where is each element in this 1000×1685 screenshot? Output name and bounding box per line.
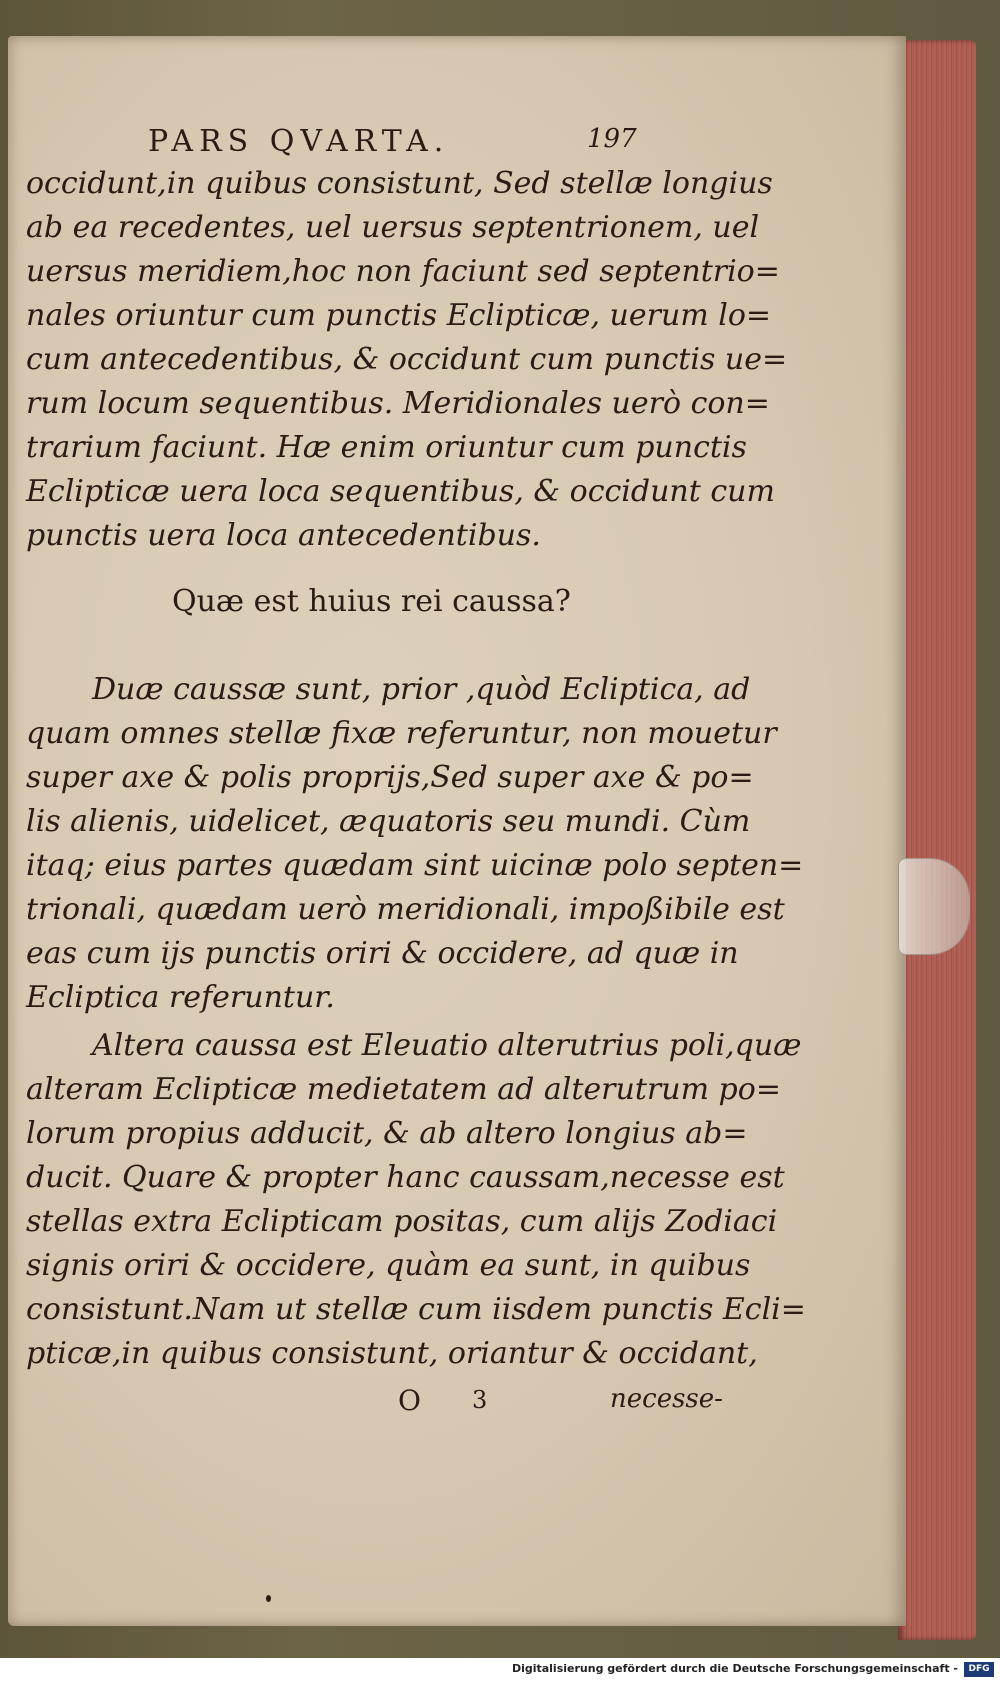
text-line: rum locum sequentibus. Meridionales uerò con= [26, 386, 770, 421]
text-line: lis alienis, uidelicet, æquatoris seu mundi. Cùm [26, 804, 751, 839]
page-clip [898, 858, 970, 955]
text-line: super axe & polis proprijs,Sed super axe & po= [26, 760, 754, 795]
text-line: punctis uera loca antecedentibus. [26, 518, 541, 553]
text-line: uersus meridiem,hoc non faciunt sed septentrio= [26, 254, 780, 289]
text-line: ducit. Quare & propter hanc caussam,necesse est [26, 1160, 785, 1195]
question-heading: Quæ est huius rei caussa? [172, 584, 571, 619]
text-line: trionali, quædam uerò meridionali, impoßibile est [26, 892, 785, 927]
text-line: lorum propius adducit, & ab altero longius ab= [26, 1116, 748, 1151]
signature-mark: O [398, 1384, 421, 1417]
dfg-logo: DFG [964, 1662, 994, 1677]
page-edges [898, 40, 976, 1640]
text-line: ab ea recedentes, uel uersus septentrionem, uel [26, 210, 760, 245]
folio-number: 197 [587, 124, 637, 154]
text-line: stellas extra Eclipticam positas, cum alijs Zodiaci [26, 1204, 778, 1239]
text-line: nales oriuntur cum punctis Eclipticæ, uerum lo= [26, 298, 772, 333]
text-line: quam omnes stellæ fixæ referuntur, non mouetur [26, 716, 777, 751]
text-line: occidunt,in quibus consistunt, Sed stellæ longius [26, 166, 773, 201]
text-line: signis oriri & occidere, quàm ea sunt, in quibus [26, 1248, 751, 1283]
text-line: consistunt.Nam ut stellæ cum iisdem punctis Ecli= [26, 1292, 806, 1327]
signature-number: 3 [472, 1386, 488, 1414]
digitization-footer [0, 1658, 1000, 1685]
text-line: Duæ caussæ sunt, prior ,quòd Ecliptica, ad [92, 672, 751, 707]
text-line: Altera caussa est Eleuatio alterutrius poli,quæ [92, 1028, 802, 1063]
text-line: pticæ,in quibus consistunt, oriantur & occidant, [26, 1336, 758, 1371]
text-line: trarium faciunt. Hæ enim oriuntur cum punctis [26, 430, 747, 465]
text-line: eas cum ijs punctis oriri & occidere, ad quæ in [26, 936, 739, 971]
running-title: PARS QVARTA. [148, 124, 450, 159]
text-line: Eclipticæ uera loca sequentibus, & occidunt cum [26, 474, 775, 509]
ink-speck [266, 1595, 271, 1602]
text-line: alteram Eclipticæ medietatem ad alterutrum po= [26, 1072, 781, 1107]
text-line: Ecliptica referuntur. [26, 980, 335, 1015]
catchword: necesse- [610, 1384, 723, 1414]
text-line: cum antecedentibus, & occidunt cum punctis ue= [26, 342, 788, 377]
text-line: itaq; eius partes quædam sint uicinæ polo septen= [26, 848, 804, 883]
footer-credit: Digitalisierung gefördert durch die Deutsche Forschungsgemeinschaft - [511, 1662, 958, 1675]
